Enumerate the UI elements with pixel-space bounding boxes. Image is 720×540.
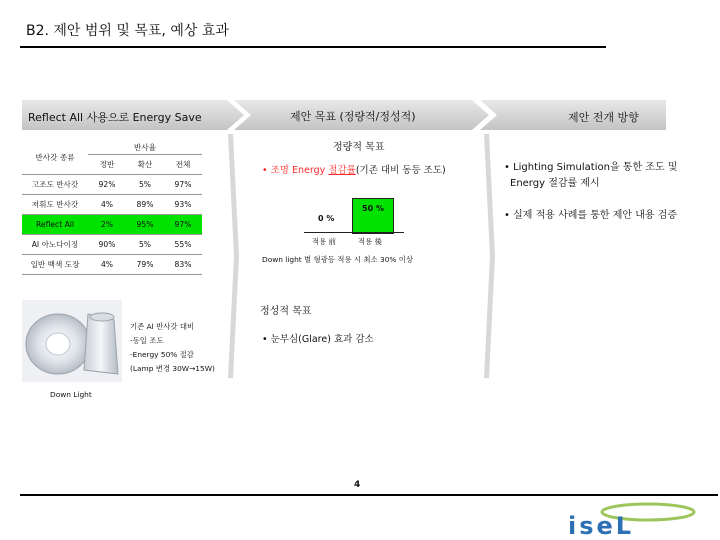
table-cell: 4% bbox=[88, 255, 126, 275]
slide-title: B2. 제안 범위 및 목표, 예상 효과 bbox=[26, 23, 229, 39]
downlight-image bbox=[22, 300, 122, 382]
quantitative-heading: 정량적 목표 bbox=[333, 142, 385, 153]
table-group-header: 반사율 bbox=[88, 140, 202, 155]
table-cell: 89% bbox=[126, 195, 164, 215]
header-banner bbox=[22, 98, 666, 132]
table-row bbox=[22, 195, 202, 215]
table-cell: 79% bbox=[126, 255, 164, 275]
banner-left-label: Reflect All 사용으로 Energy Save bbox=[28, 111, 202, 124]
image-notes bbox=[130, 320, 215, 376]
footer-divider bbox=[20, 494, 718, 496]
svg-text:iseL: iseL bbox=[568, 512, 635, 538]
right-bullet-1-line-2: Energy 절감률 제시 bbox=[510, 178, 600, 189]
banner-middle-label: 제안 목표 (정량적/정성적) bbox=[290, 110, 416, 123]
table-cell-type: 고조도 반사갓 bbox=[22, 175, 88, 195]
right-bullet-1-line-1: • Lighting Simulation을 통한 조도 및 bbox=[504, 162, 678, 173]
banner-right-label: 제안 전개 방향 bbox=[568, 111, 639, 124]
table-row bbox=[22, 175, 202, 195]
image-note-line: -Energy 50% 절감 bbox=[130, 350, 194, 359]
flow-arrow-left bbox=[228, 134, 240, 378]
bar-after-label: 적용 後 bbox=[358, 237, 383, 246]
savings-bar-chart bbox=[304, 174, 438, 232]
table-cell: 90% bbox=[88, 235, 126, 255]
table-cell: 93% bbox=[164, 195, 202, 215]
reflectance-table bbox=[22, 140, 202, 275]
table-row-highlighted bbox=[22, 215, 202, 235]
table-cell: 5% bbox=[126, 235, 164, 255]
table-cell-type: Reflect All bbox=[22, 215, 88, 235]
table-cell-type: 일반 백색 도장 bbox=[22, 255, 88, 275]
table-cell-type: 저휘도 반사갓 bbox=[22, 195, 88, 215]
table-cell: 92% bbox=[88, 175, 126, 195]
bullet-suffix: (기존 대비 동등 조도) bbox=[355, 165, 446, 176]
image-caption: Down Light bbox=[50, 390, 92, 399]
page-number: 4 bbox=[354, 480, 361, 490]
table-cell: 5% bbox=[126, 175, 164, 195]
right-bullet-2: • 실제 적용 사례를 통한 제안 내용 검증 bbox=[504, 210, 678, 221]
bar-before-value: 0 % bbox=[318, 214, 335, 223]
table-column-header: 확산 bbox=[126, 155, 164, 175]
image-note-line: (Lamp 변경 30W→15W) bbox=[130, 364, 215, 373]
table-cell: 55% bbox=[164, 235, 202, 255]
table-cell: 97% bbox=[164, 175, 202, 195]
bar-after-value: 50 % bbox=[362, 204, 384, 213]
table-cell-type: AI 아노다이징 bbox=[22, 235, 88, 255]
table-type-header: 반사갓 종류 bbox=[22, 140, 88, 175]
isel-logo bbox=[560, 502, 710, 538]
table-cell: 83% bbox=[164, 255, 202, 275]
flow-arrow-right bbox=[484, 134, 496, 378]
table-cell: 4% bbox=[88, 195, 126, 215]
bullet-prefix: • 조명 Energy bbox=[262, 165, 329, 176]
table-row bbox=[22, 255, 202, 275]
image-note-line: -동일 조도 bbox=[130, 336, 164, 345]
table-cell: 97% bbox=[164, 215, 202, 235]
qualitative-heading: 정성적 목표 bbox=[260, 306, 312, 317]
table-cell: 95% bbox=[126, 215, 164, 235]
table-column-header: 전체 bbox=[164, 155, 202, 175]
bar-baseline bbox=[304, 232, 404, 233]
bar-after bbox=[352, 198, 394, 234]
right-bullet-1 bbox=[504, 160, 677, 192]
bullet-highlight: 절감률 bbox=[328, 165, 356, 176]
title-divider bbox=[20, 46, 606, 48]
table-cell: 2% bbox=[88, 215, 126, 235]
table-column-header: 정반 bbox=[88, 155, 126, 175]
bar-before-label: 적용 前 bbox=[312, 237, 337, 246]
quantitative-footnote: Down light 별 형광등 적용 시 최소 30% 이상 bbox=[262, 255, 414, 264]
table-row bbox=[22, 235, 202, 255]
image-note-line: 기존 Al 반사갓 대비 bbox=[130, 322, 195, 331]
qualitative-bullet: • 눈부심(Glare) 효과 감소 bbox=[262, 334, 374, 345]
